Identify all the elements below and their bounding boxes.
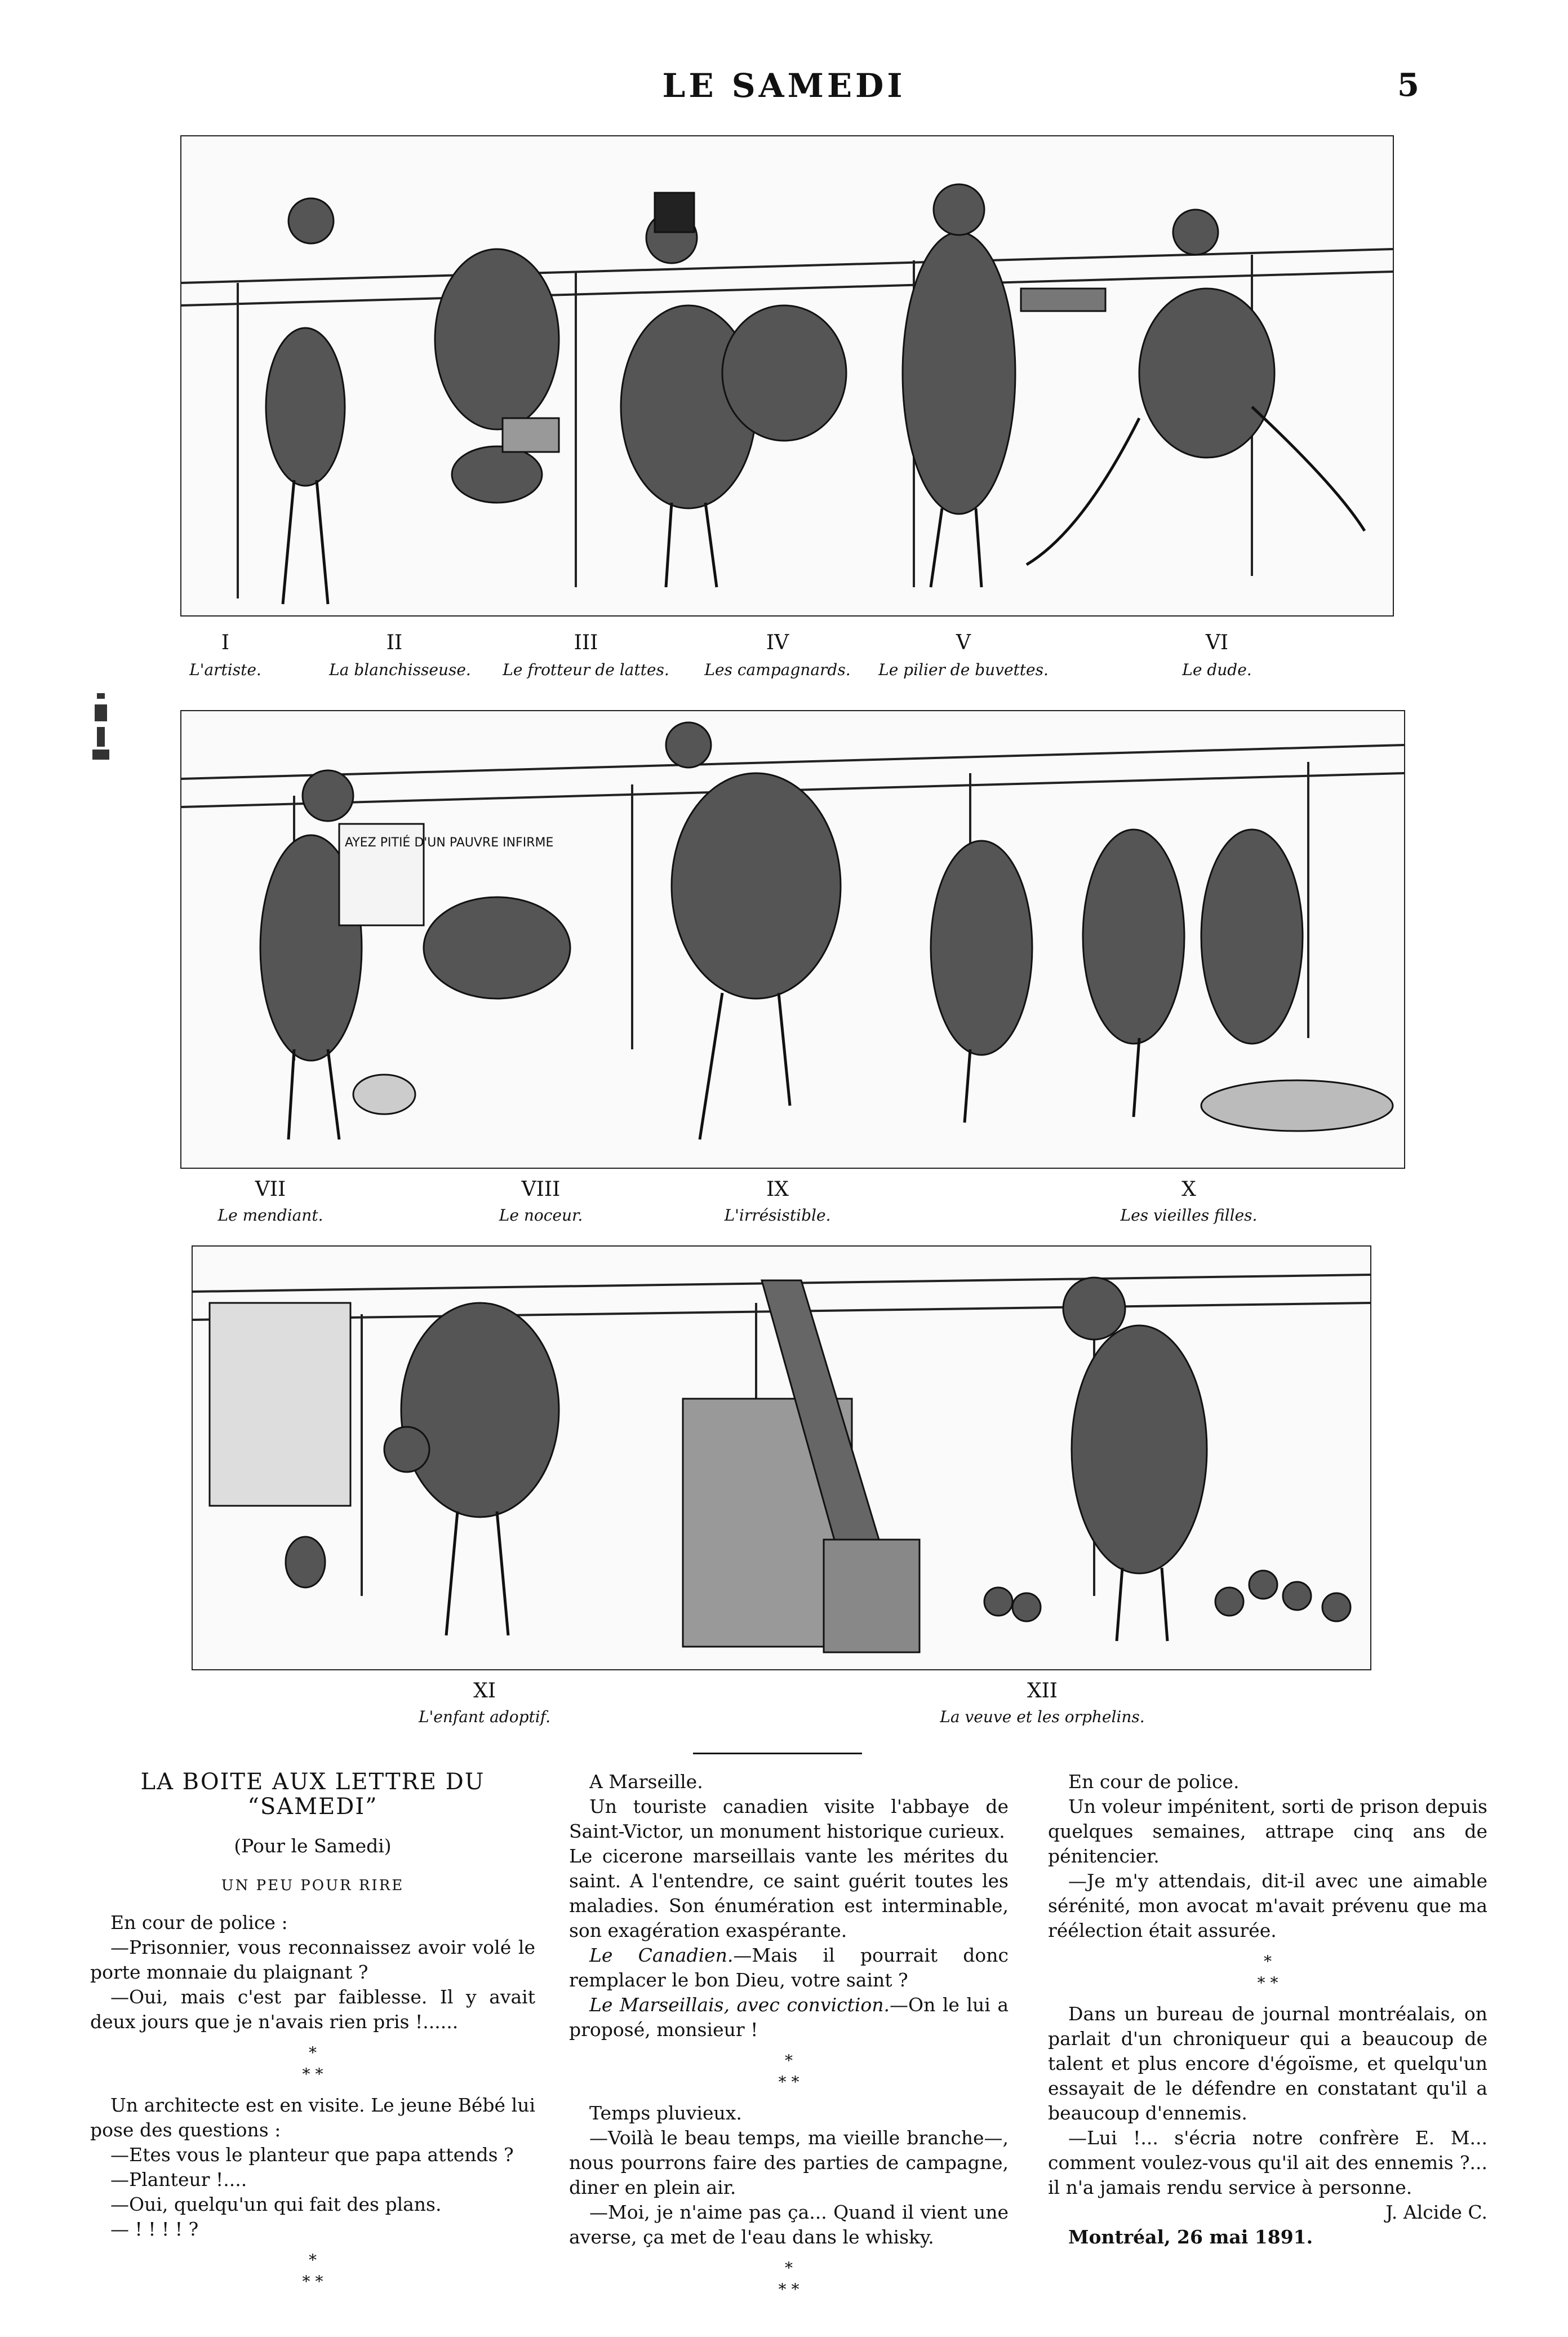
dateline: Montréal, 26 mai 1891. <box>1068 2226 1313 2248</box>
paragraph: —Lui !... s'écria notre confrère E. M... comment voulez-vous qu'il ait des ennemis ?... il n'a jamais rendu service à personne. <box>1048 2127 1487 2198</box>
plate-number-xi: XI <box>473 1679 496 1702</box>
beggar-sign-text: AYEZ PITIÉ D'UN PAUVRE INFIRME <box>345 836 554 850</box>
caption-mendiant: Le mendiant. <box>217 1206 323 1225</box>
paragraph: —Prisonnier, vous reconnaissez avoir volé le porte monnaie du plaignant ? <box>90 1936 535 1983</box>
caption-vieilles-filles: Les vieilles filles. <box>1120 1206 1258 1225</box>
illustration-row-3 <box>192 1245 1371 1670</box>
page-number: 5 <box>1397 66 1419 104</box>
caption-noceur: Le noceur. <box>499 1206 583 1225</box>
column-2 <box>569 1770 1009 2308</box>
caption-pilier: Le pilier de buvettes. <box>878 660 1049 679</box>
paragraph: —Etes vous le planteur que papa attends ? <box>110 2144 514 2166</box>
column-subheading: (Pour le Samedi) <box>234 1835 392 1857</box>
asterism: * * * <box>302 2043 323 2083</box>
paragraph: —Oui, quelqu'un qui fait des plans. <box>110 2193 442 2215</box>
paragraph: —Oui, mais c'est par faiblesse. Il y avait deux jours que je n'avais rien pris !...... <box>90 1986 535 2033</box>
plate-number-x: X <box>1181 1178 1196 1201</box>
plate-number-ii: II <box>386 631 403 654</box>
plate-number-ix: IX <box>766 1178 789 1201</box>
paragraph: En cour de police : <box>110 1912 288 1934</box>
caption-blanchisseuse: La blanchisseuse. <box>329 660 471 679</box>
caption-veuve-orphelins: La veuve et les orphelins. <box>940 1708 1145 1726</box>
illustration-row-2 <box>180 710 1405 1169</box>
newspaper-title: LE SAMEDI <box>662 66 906 105</box>
caption-irresistible: L'irrésistible. <box>724 1206 831 1225</box>
asterism: * * * <box>1257 1952 1278 1992</box>
paragraph: —Voilà le beau temps, ma vieille branche—, nous pourrons faire des parties de campagne, diner en plein air. <box>569 2127 1009 2198</box>
bird-caricatures-1 <box>181 136 1393 615</box>
asterism: * * * <box>778 2259 799 2299</box>
signature: J. Alcide C. <box>1385 2201 1487 2223</box>
plate-number-vii: VII <box>255 1178 286 1201</box>
plate-number-v: V <box>956 631 971 654</box>
plate-number-i: I <box>221 631 230 654</box>
plate-number-vi: VI <box>1205 631 1229 654</box>
asterism: * * * <box>778 2051 799 2091</box>
caption-frotteur: Le frotteur de lattes. <box>503 660 669 679</box>
paragraph: Un architecte est en visite. Le jeune Bébé lui pose des questions : <box>90 2094 535 2141</box>
paragraph-dialog: Le Canadien.—Mais il pourrait donc remplacer le bon Dieu, votre saint ? <box>569 1944 1009 1991</box>
bird-caricatures-2 <box>181 711 1404 1168</box>
margin-stamp-mark <box>87 690 115 764</box>
plate-number-iv: IV <box>766 631 789 654</box>
illustration-row-1 <box>180 135 1394 617</box>
paragraph: En cour de police. <box>1068 1771 1240 1793</box>
paragraph: —Planteur !.... <box>110 2169 247 2190</box>
paragraph: A Marseille. <box>589 1771 703 1793</box>
column-3 <box>1048 1770 1487 2250</box>
speaker-label: Le Canadien. <box>589 1944 734 1966</box>
bird-caricatures-3 <box>193 1247 1370 1669</box>
asterism: * * * <box>302 2251 323 2291</box>
paragraph: Un voleur impénitent, sorti de prison depuis quelques semaines, attrape cinq ans de pénitencier. <box>1048 1795 1487 1867</box>
paragraph-dialog: Le Marseillais, avec conviction.—On le lui a proposé, monsieur ! <box>569 1994 1009 2041</box>
column-1 <box>90 1770 535 2300</box>
paragraph: —Moi, je n'aime pas ça... Quand il vient une averse, ça met de l'eau dans le whisky. <box>569 2201 1009 2248</box>
paragraph: Le cicerone marseillais vante les mérites du saint. A l'entendre, ce saint guérit toutes les maladies. Son énumération est interminable, son exagération exaspérante. <box>569 1845 1009 1941</box>
speaker-label: Le Marseillais, avec conviction. <box>589 1994 890 2016</box>
caption-campagnards: Les campagnards. <box>704 660 851 679</box>
caption-enfant-adoptif: L'enfant adoptif. <box>418 1708 550 1726</box>
plate-number-iii: III <box>574 631 598 654</box>
section-divider <box>693 1753 862 1754</box>
plate-number-viii: VIII <box>521 1178 561 1201</box>
paragraph: Dans un bureau de journal montréalais, on parlait d'un chroniqueur qui a beaucoup de talent et plus encore d'égoïsme, et quelqu'un essayait de le défendre en constatant qu'il a beaucoup d'ennemis. <box>1048 2003 1487 2124</box>
paragraph: —Je m'y attendais, dit-il avec une aimable sérénité, mon avocat m'avait prévenu que ma réélection était assurée. <box>1048 1870 1487 1941</box>
caption-artiste: L'artiste. <box>189 660 261 679</box>
plate-number-xii: XII <box>1027 1679 1058 1702</box>
section-title: UN PEU POUR RIRE <box>221 1877 405 1894</box>
paragraph: Un touriste canadien visite l'abbaye de Saint-Victor, un monument historique curieux. <box>569 1795 1009 1842</box>
paragraph: Temps pluvieux. <box>589 2102 742 2124</box>
column-heading: LA BOITE AUX LETTRE DU “SAMEDI” <box>140 1769 485 1820</box>
caption-dude: Le dude. <box>1182 660 1252 679</box>
paragraph: — ! ! ! ! ? <box>110 2218 199 2240</box>
